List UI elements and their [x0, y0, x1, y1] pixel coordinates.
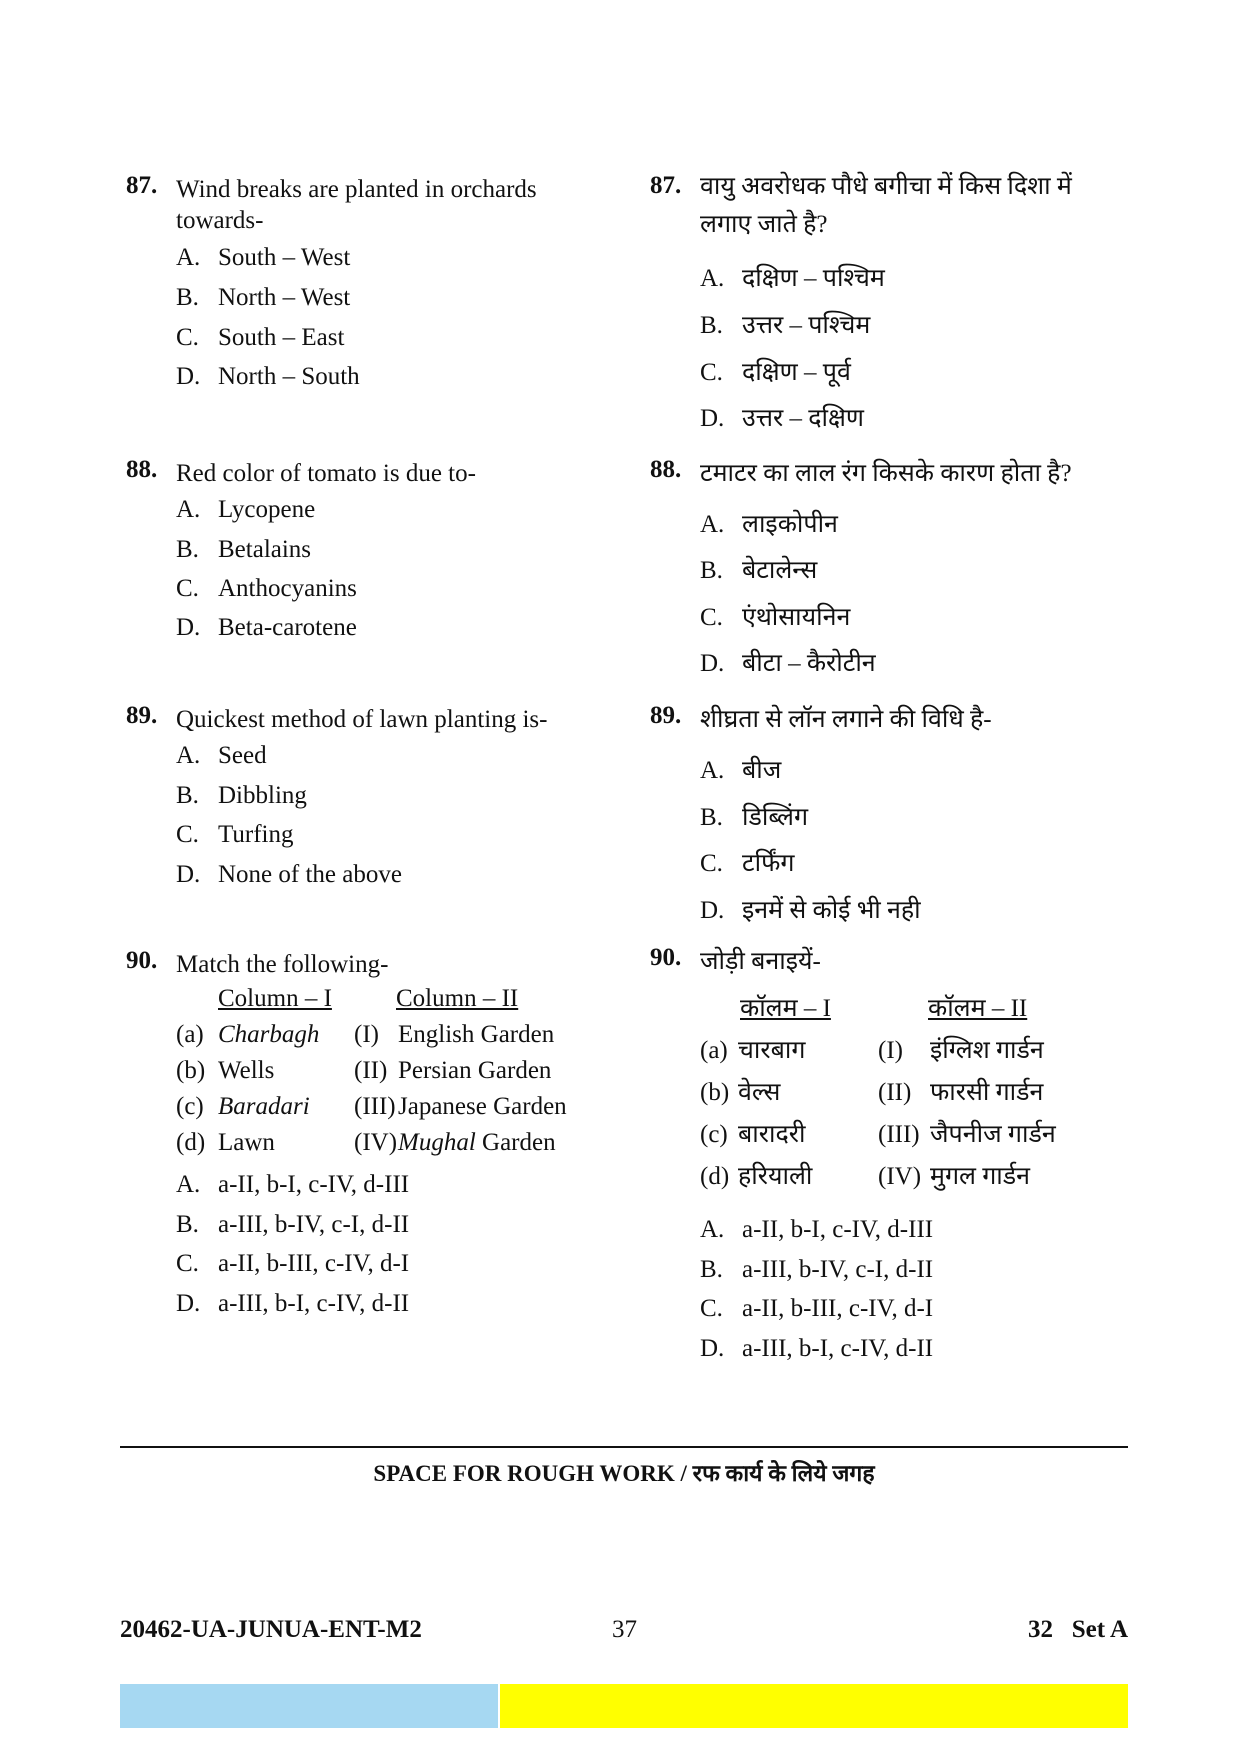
option-d: [700, 400, 864, 434]
row-ctag: (III): [354, 1093, 396, 1120]
match-row-d: [700, 1158, 1030, 1192]
column-2-heading: Column – II: [396, 985, 519, 1012]
paper-code: 20462-UA-JUNUA-ENT-M2: [120, 1616, 422, 1643]
row-tag: (b): [700, 1079, 730, 1106]
option-letter: B.: [700, 804, 723, 831]
row-tag: (a): [700, 1037, 728, 1064]
column-2-heading: कॉलम – II: [928, 995, 1028, 1022]
question-number: 87.: [650, 172, 682, 199]
row-ctag: (II): [878, 1079, 912, 1106]
match-row-d: [176, 1129, 556, 1157]
option-text: डिब्लिंग: [742, 804, 809, 831]
option-a: [176, 244, 350, 272]
row-citem: English Garden: [398, 1021, 555, 1048]
question-text: Red color of tomato is due to-: [176, 460, 476, 487]
row-ctag: (IV): [878, 1163, 922, 1190]
option-a: [700, 752, 781, 786]
row-ctag: (I): [878, 1037, 903, 1064]
option-text: South – East: [218, 324, 345, 351]
question-number: 89.: [650, 702, 682, 729]
question-text: Match the following-: [176, 951, 389, 978]
option-text: a-II, b-I, c-IV, d-III: [742, 1216, 934, 1243]
question-text: जोड़ी बनाइयें-: [700, 948, 821, 975]
option-letter: A.: [700, 1216, 725, 1243]
option-text: a-II, b-III, c-IV, d-I: [218, 1250, 410, 1277]
option-d: [700, 892, 921, 926]
option-letter: D.: [176, 1290, 201, 1317]
option-b: [176, 284, 350, 312]
option-letter: A.: [176, 1171, 201, 1198]
option-text: लाइकोपीन: [742, 511, 838, 538]
question-number: 90.: [126, 947, 158, 974]
row-citem-italic: Mughal: [398, 1129, 476, 1156]
match-row-c: [176, 1093, 567, 1121]
row-tag: (b): [176, 1057, 206, 1084]
option-text: a-II, b-I, c-IV, d-III: [218, 1171, 410, 1198]
row-item: चारबाग: [738, 1037, 806, 1064]
option-text: Betalains: [218, 536, 312, 563]
question-text-line: लगाए जाते है?: [700, 211, 828, 238]
row-item: Baradari: [218, 1093, 310, 1120]
question-text-line: towards-: [176, 207, 264, 234]
option-text: बीज: [742, 757, 782, 784]
question-number: 89.: [126, 702, 158, 729]
row-citem: फारसी गार्डन: [930, 1079, 1044, 1106]
color-bar-yellow: [500, 1684, 1128, 1728]
option-c: [176, 575, 357, 603]
option-letter: D.: [700, 650, 725, 677]
option-text: North – West: [218, 284, 351, 311]
row-citem: इंग्लिश गार्डन: [930, 1037, 1044, 1064]
row-ctag: (II): [354, 1057, 388, 1084]
option-letter: A.: [176, 496, 201, 523]
option-letter: C.: [700, 850, 723, 877]
option-text: North – South: [218, 363, 360, 390]
option-text: Dibbling: [218, 782, 307, 809]
option-b: [700, 799, 808, 833]
option-letter: B.: [176, 1211, 199, 1238]
question-number: 88.: [126, 456, 158, 483]
option-c: [176, 1250, 409, 1278]
row-tag: (a): [176, 1021, 204, 1048]
option-c: [176, 821, 294, 849]
option-text: a-III, b-IV, c-I, d-II: [218, 1211, 410, 1238]
row-ctag: (IV): [354, 1129, 398, 1156]
column-1-heading: कॉलम – I: [740, 995, 831, 1022]
match-row-a: [700, 1032, 1044, 1066]
option-text: दक्षिण – पश्चिम: [742, 265, 885, 292]
row-citem: जैपनीज गार्डन: [930, 1121, 1056, 1148]
option-b: [700, 552, 817, 586]
row-citem: मुगल गार्डन: [930, 1163, 1031, 1190]
question-text: शीघ्रता से लॉन लगाने की विधि है-: [700, 706, 992, 733]
row-item: Charbagh: [218, 1021, 320, 1048]
option-letter: B.: [176, 284, 199, 311]
question-number: 88.: [650, 456, 682, 483]
option-text: Beta-carotene: [218, 614, 357, 641]
column-1-heading: Column – I: [218, 985, 332, 1012]
row-tag: (d): [700, 1163, 730, 1190]
option-b: [176, 782, 307, 810]
question-text-line: Wind breaks are planted in orchards: [176, 176, 537, 203]
option-letter: B.: [700, 312, 723, 339]
row-citem: Persian Garden: [398, 1057, 552, 1084]
option-letter: D.: [700, 897, 725, 924]
option-text: None of the above: [218, 861, 402, 888]
color-bar-blue: [120, 1684, 498, 1728]
option-text: a-II, b-III, c-IV, d-I: [742, 1295, 934, 1322]
match-row-a: [176, 1021, 554, 1049]
option-d: [176, 363, 360, 391]
option-text: इनमें से कोई भी नही: [742, 897, 921, 924]
question-text-line: वायु अवरोधक पौधे बगीचा में किस दिशा में: [700, 173, 1072, 200]
option-c: [700, 845, 794, 879]
row-item: बारादरी: [738, 1121, 806, 1148]
option-b: [176, 536, 311, 564]
option-letter: A.: [176, 742, 201, 769]
option-b: [700, 1256, 933, 1284]
option-text: Lycopene: [218, 496, 316, 523]
row-item: हरियाली: [738, 1163, 813, 1190]
option-text: उत्तर – दक्षिण: [742, 405, 864, 432]
option-text: बेटालेन्स: [742, 557, 818, 584]
option-letter: B.: [700, 557, 723, 584]
rough-work-heading: SPACE FOR ROUGH WORK / रफ कार्य के लिये जगह: [373, 1461, 875, 1486]
option-letter: C.: [176, 324, 199, 351]
option-c: [176, 324, 344, 352]
option-text: a-III, b-IV, c-I, d-II: [742, 1256, 934, 1283]
option-letter: B.: [700, 1256, 723, 1283]
option-letter: D.: [700, 1335, 725, 1362]
option-c: [700, 354, 851, 388]
option-c: [700, 1295, 933, 1323]
option-letter: D.: [176, 363, 201, 390]
option-text: दक्षिण – पूर्व: [742, 359, 851, 386]
question-text: टमाटर का लाल रंग किसके कारण होता है?: [700, 460, 1072, 487]
row-tag: (c): [176, 1093, 204, 1120]
option-letter: C.: [700, 1295, 723, 1322]
option-letter: C.: [700, 604, 723, 631]
option-b: [176, 1211, 409, 1239]
option-d: [176, 614, 357, 642]
match-row-b: [700, 1074, 1043, 1108]
option-letter: D.: [700, 405, 725, 432]
question-text: [700, 168, 1072, 244]
option-letter: A.: [700, 511, 725, 538]
option-a: [176, 742, 267, 770]
option-letter: D.: [176, 614, 201, 641]
option-letter: C.: [176, 575, 199, 602]
divider-line: [120, 1446, 1128, 1448]
option-text: उत्तर – पश्चिम: [742, 312, 871, 339]
option-text: एंथोसायनिन: [742, 604, 851, 631]
option-text: टर्फिंग: [742, 850, 795, 877]
row-item: वेल्स: [738, 1079, 781, 1106]
row-item: Lawn: [218, 1129, 275, 1156]
option-letter: A.: [176, 244, 201, 271]
option-a: [176, 496, 315, 524]
option-text: Anthocyanins: [218, 575, 357, 602]
option-text: Turfing: [218, 821, 294, 848]
option-b: [700, 307, 870, 341]
option-letter: C.: [176, 821, 199, 848]
row-item: Wells: [218, 1057, 275, 1084]
option-a: [700, 260, 885, 294]
question-text: Quickest method of lawn planting is-: [176, 706, 548, 733]
row-citem: Japanese Garden: [398, 1093, 567, 1120]
option-d: [176, 861, 402, 889]
row-tag: (d): [176, 1129, 206, 1156]
option-a: [700, 1216, 933, 1244]
option-a: [700, 506, 838, 540]
option-text: a-III, b-I, c-IV, d-II: [742, 1335, 934, 1362]
option-letter: B.: [176, 536, 199, 563]
option-a: [176, 1171, 409, 1199]
option-text: a-III, b-I, c-IV, d-II: [218, 1290, 410, 1317]
question-number: 87.: [126, 172, 158, 199]
row-tag: (c): [700, 1121, 728, 1148]
option-letter: C.: [700, 359, 723, 386]
question-text: [176, 174, 537, 236]
question-number: 90.: [650, 944, 682, 971]
option-letter: B.: [176, 782, 199, 809]
set-label: 32 Set A: [1028, 1616, 1128, 1643]
page-number: 37: [612, 1616, 637, 1643]
match-row-c: [700, 1116, 1056, 1150]
option-c: [700, 599, 850, 633]
option-d: [700, 1335, 933, 1363]
option-letter: D.: [176, 861, 201, 888]
option-d: [176, 1290, 409, 1318]
option-text: बीटा – कैरोटीन: [742, 650, 876, 677]
option-letter: A.: [700, 757, 725, 784]
row-citem: Garden: [475, 1129, 556, 1156]
option-letter: A.: [700, 265, 725, 292]
option-text: South – West: [218, 244, 351, 271]
row-ctag: (I): [354, 1021, 379, 1048]
match-row-b: [176, 1057, 551, 1085]
row-ctag: (III): [878, 1121, 920, 1148]
option-text: Seed: [218, 742, 267, 769]
option-letter: C.: [176, 1250, 199, 1277]
option-d: [700, 645, 876, 679]
